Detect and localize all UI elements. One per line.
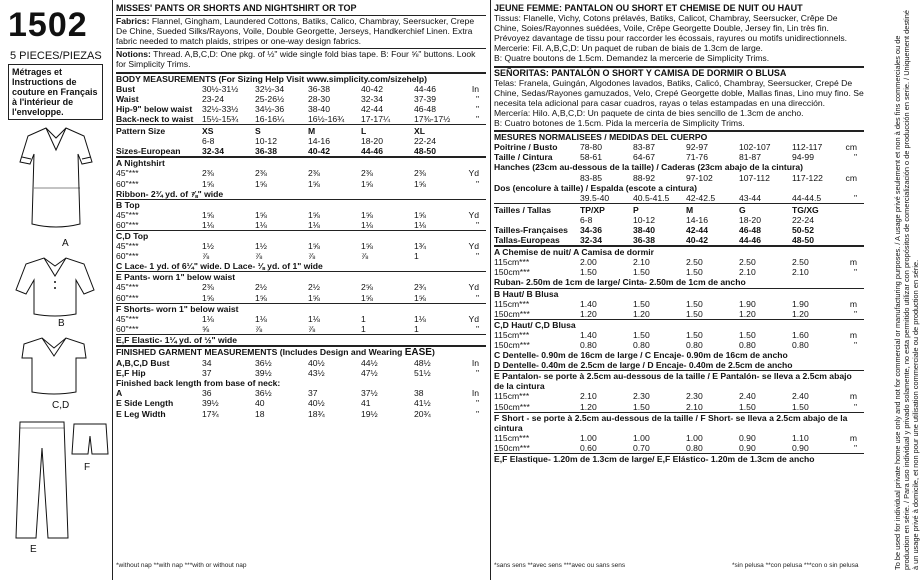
en-yard-row: 45"*** 2⅜ 2½ 2½ 2⅝ 2¾ Yd (116, 282, 479, 293)
fr-section-note: Ruban- 2.50m de 1cm de large/ Cinta- 2.50m de 1cm de ancho (494, 277, 746, 288)
fr-tnums: 6-8 10-12 14-16 18-20 22-24 (580, 214, 814, 225)
en-notions: Notions: Thread. A,B,C,D: One pkg. of ½" wide single fold bias tape. B: Four ⅝" buttons. Look for Simplicity Trims. (116, 49, 476, 70)
fr-dos-row: 39.5-40 40.5-41.5 42-42.5 43-44 44-44.5 " (580, 192, 857, 203)
en-eu-sizes: Sizes-European 32-34 36-38 40-42 44-46 48-50 (116, 146, 436, 157)
en-body-row: Hip-9" below waist 32½-33½ 34½-36 38-40 42-44 46-48 " (116, 103, 479, 114)
en-yard-row: 45"*** 1½ 1½ 1⅝ 1⅝ 1¾ Yd (116, 241, 479, 252)
pattern-number: 1502 (8, 6, 88, 44)
en-body-row: Waist 23-24 25-26½ 28-30 32-34 37-39 " (116, 93, 479, 104)
fr-mes-row: Taille / Cintura 58-61 64-67 71-76 81-87 94-99 " (494, 152, 857, 163)
en-finished-row: E,F Hip 37 39½ 43½ 47½ 51½ " (116, 368, 479, 379)
divider-left (112, 0, 113, 580)
fr-dos: Dos (encolure à taille) / Espalda (escote a cintura) (494, 182, 697, 193)
en-yard-title: B Top (116, 199, 140, 210)
en-finished-row: A,B,C,D Bust 34 36½ 40½ 44½ 48½ In (116, 358, 479, 369)
es-telas: Telas: Franela, Guingán, Algodones lavados, Batiks, Calicó, Chambray, Seersucker, Crepé De Chine, Sedas/Rayones gamuzados, Velo, Crepé Georgette doble, Mallas finas, Lino muy fino. Se necesita tela adicional para casar cuadros, rayas o telas estampadas en una dirección. (494, 77, 864, 108)
french-spanish-column (494, 3, 864, 464)
fr-elastique: E,F Elastique- 1.20m de 1.3cm de large/ E,F Elástico- 1.20m de 1.3cm de ancho (494, 454, 815, 465)
en-yard-row: 45"*** 1⅛ 1⅛ 1⅛ 1 1⅛ Yd (116, 313, 479, 324)
es-merceria2: B: Cuatro botones de 1.5cm. Pida la mercería de Simplicity Trims. (494, 118, 745, 129)
fr-mes-title: MESURES NORMALISEES / MEDIDAS DEL CUERPO (494, 132, 708, 143)
left-panel (0, 0, 112, 580)
en-yard-row: 60"*** 1⅝ 1⅝ 1⅝ 1⅝ 1⅝ " (116, 292, 479, 303)
fr-hanches: Hanches (23cm au-dessous de la taille) / Caderas (23cm abajo de la cintura) (494, 162, 804, 173)
pieces-count: 5 PIECES/PIEZAS (10, 50, 102, 62)
en-yard-row: 45"*** 2⅜ 2⅜ 2⅜ 2⅜ 2⅜ Yd (116, 168, 479, 179)
figure-b-label: B (58, 318, 65, 329)
nightshirt-illustration (18, 124, 94, 236)
figure-a-label: A (62, 238, 69, 249)
fr-section-title: A Chemise de nuit/ A Camisa de dormir (494, 247, 654, 258)
french-instructions-note: Métrages et Instructions de couture en Français à l'intérieur de l'enveloppe. (8, 64, 103, 120)
fr-tissus: Tissus: Flanelle, Vichy, Cotons prélavés, Batiks, Calicot, Chambray, Seersucker, Crêpe De Chine, Soies/Rayonnes suédées, Voile, Crêpe Georgette Double, Jersey fin, Lin très fin. Prévoyez davantage de tissu pour raccorder les écossais, rayures ou motifs unidirectionnels. (494, 13, 847, 44)
divider-center (490, 0, 491, 580)
fr-mercerie2: B: Quatre boutons de 1.5cm. Demandez la mercerie de Simplicity Trims. (494, 53, 770, 64)
fr-section-row: 150cm*** 1.20 1.20 1.50 1.20 1.20 " (494, 308, 857, 319)
en-back-label: Finished back length from base of neck: (116, 378, 281, 389)
en-finished-row: E Leg Width 17¾ 18 18¾ 19½ 20¾ " (116, 408, 479, 419)
en-elastic: E,F Elastic- 1¼ yd. of ½" wide (116, 334, 238, 345)
fr-section-row: 115cm*** 1.40 1.50 1.50 1.50 1.60 m (494, 329, 857, 340)
en-title: MISSES' PANTS OR SHORTS AND NIGHTSHIRT OR TOP (116, 3, 357, 13)
shorts-f-illustration (70, 420, 110, 458)
en-size-row: Pattern Size XS S M L XL (116, 126, 425, 137)
en-fabrics: Fabrics: Flannel, Gingham, Laundered Cottons, Batiks, Calico, Chambray, Seersucker, Crepe De Chine, Sueded Silks/Rayons, Voile, Double Georgette, Jerseys, Handkerchief Linen. Extra fabric needed to match plaids, stripes or one-way design fabrics. (116, 16, 475, 47)
fr-section-title: B Haut/ B Blusa (494, 288, 559, 299)
fr-section-row: 115cm*** 1.40 1.50 1.50 1.90 1.90 m (494, 298, 857, 309)
en-body-row: Bust 30½-31½ 32½-34 36-38 40-42 44-46 In (116, 83, 479, 94)
en-yard-row: 60"*** ⅝ ⅞ ⅞ 1 1 " (116, 323, 479, 334)
en-finished-row: A 36 36½ 37 37½ 38 In (116, 388, 479, 399)
fr-section-row: 150cm*** 0.80 0.80 0.80 0.80 0.80 " (494, 340, 857, 350)
fr-section-row: 115cm*** 2.10 2.30 2.30 2.40 2.40 m (494, 391, 857, 402)
en-yard-title: E Pants- worn 1" below waist (116, 272, 236, 283)
figure-cd-label: C,D (52, 400, 70, 411)
fr-section-row: 150cm*** 1.50 1.50 1.50 2.10 2.10 " (494, 267, 857, 278)
fr-tallas-europeas: Tallas-Europeas 32-34 36-38 40-42 44-46 48-50 (494, 235, 814, 246)
fr-section-row: 115cm*** 1.00 1.00 1.00 0.90 1.10 m (494, 432, 857, 443)
fr-section-row: 150cm*** 1.20 1.50 2.10 1.50 1.50 " (494, 401, 857, 412)
en-yard-note: Ribbon- 2¾ yd. of ⅞" wide (116, 188, 224, 199)
en-yard-row: 60"*** ⅞ ⅞ ⅞ ⅞ 1 " (116, 251, 479, 262)
fr-mes-row: Poitrine / Busto 78-80 83-87 92-97 102-107 112-117 cm (494, 142, 857, 153)
fr-footnote: *sans sens **avec sens ***avec ou sans sens (494, 562, 626, 569)
es-title: SEÑORITAS: PANTALÓN O SHORT Y CAMISA DE DORMIR O BLUSA (494, 67, 787, 78)
en-yard-note: C Lace- 1 yd. of 6¼" wide. D Lace- ⅛ yd. of 1" wide (116, 261, 323, 272)
fr-tailles-francaises: Tailles-Françaises 34-36 38-40 42-44 46-48 50-52 (494, 224, 814, 235)
figure-e-label: E (30, 544, 37, 555)
top-b-illustration (14, 254, 96, 320)
en-size-nums: 6-8 10-12 14-16 18-20 22-24 (202, 136, 436, 147)
en-yard-row: 60"*** 1⅛ 1⅛ 1⅛ 1⅛ 1⅛ " (116, 219, 479, 230)
fr-section-title: C,D Haut/ C,D Blusa (494, 319, 576, 330)
fr-mercerie: Mercerie: Fil. A,B,C,D: Un paquet de ruban de biais de 1.3cm de large. (494, 43, 763, 54)
fr-section-note: C Dentelle- 0.90m de 16cm de large / C Encaje- 0.90m de 16cm de ancho (494, 350, 788, 361)
fr-title: JEUNE FEMME: PANTALON OU SHORT ET CHEMISE DE NUIT OU HAUT (494, 3, 803, 13)
en-footnote: *without nap **with nap ***with or without nap (116, 562, 247, 569)
fr-section-title: F Short - se porte à 2.5cm au-dessous de la taille / F Short- se lleva a 2.5cm abajo de la cintura (494, 412, 848, 433)
fr-section-note: D Dentelle- 0.40m de 2.5cm de large / D Encaje- 0.40m de 2.5cm de ancho (494, 360, 793, 371)
figure-f-label: F (84, 462, 91, 473)
fr-section-row: 115cm*** 2.00 2.10 2.50 2.50 2.50 m (494, 257, 857, 268)
top-cd-illustration (18, 334, 90, 398)
en-yard-title: C,D Top (116, 230, 149, 241)
en-body-row: Back-neck to waist 15½-15¾ 16-16¼ 16½-16¾ 17-17¼ 17⅜-17½ " (116, 113, 479, 124)
en-finished-title: FINISHED GARMENT MEASUREMENTS (Includes Design and Wearing EASE) (116, 347, 435, 358)
en-body-title: BODY MEASUREMENTS (For Sizing Help Visit www.simplicity.com/sizehelp) (116, 73, 428, 84)
en-yard-title: A Nightshirt (116, 158, 165, 169)
fr-section-row: 150cm*** 0.60 0.70 0.80 0.90 0.90 " (494, 442, 857, 453)
pants-e-illustration (12, 418, 72, 542)
es-footnote: *sin pelusa **con pelusa ***con o sin pelusa (732, 562, 859, 569)
en-finished-row: E Side Length 39½ 40 40½ 41 41½ " (116, 398, 479, 409)
en-yard-row: 60"*** 1⅝ 1⅝ 1⅝ 1⅝ 1⅝ " (116, 178, 479, 189)
legal-text: To be used for individual private home use only and not for commercial or manufacturing purposes. / A usage privé seulement et non à des fins commerciales ou de production en série. / Para uso individual y privado solamente, no esta permitido utilizar con propósitos de comercialización o de producción en serie. / Uniquement destiné à un usage privé à domicile, et non pour une utilisation commerciale ou de production en série. (893, 10, 920, 570)
legal-sidebar (891, 0, 920, 580)
en-yard-title: F Shorts- worn 1" below waist (116, 303, 239, 314)
fr-hanches-row: 83-85 88-92 97-102 107-112 117-122 cm (580, 172, 857, 183)
english-column (116, 3, 486, 419)
fr-tailles-row: Tailles / Tallas TP/XP P M G TG/XG (494, 204, 819, 215)
en-yard-row: 45"*** 1⅝ 1⅝ 1⅝ 1⅝ 1⅝ Yd (116, 209, 479, 220)
es-merceria: Mercería: Hilo. A,B,C,D: Un paquete de cinta de bies sencillo de 1.3cm de ancho. (494, 107, 804, 118)
fr-section-title: E Pantalon- se porte à 2.5cm au-dessous de la taille / E Pantalón- se lleva a 2.5cm abajo de la cintura (494, 371, 852, 392)
